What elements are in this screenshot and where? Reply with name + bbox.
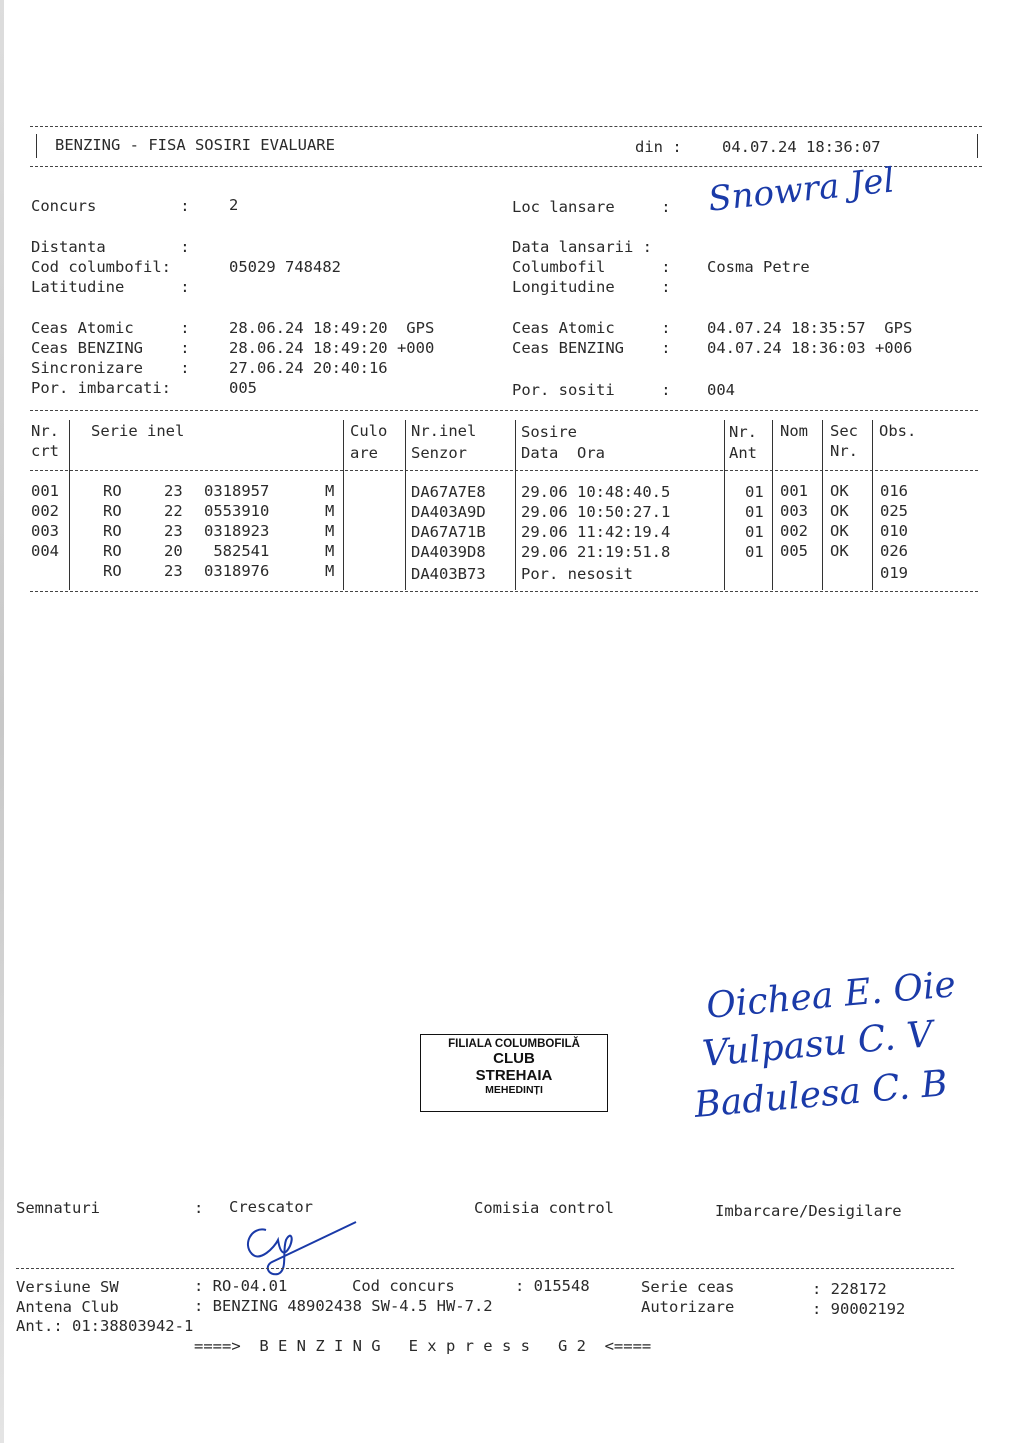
cell-sex: M xyxy=(325,502,335,520)
serie-ceas-value: : 228172 xyxy=(812,1280,887,1298)
concurs-value: 2 xyxy=(229,196,239,214)
autorizare-value: : 90002192 xyxy=(812,1300,906,1318)
sincronizare-value: 27.06.24 20:40:16 xyxy=(229,359,388,377)
cell-sosire: 29.06 21:19:51.8 xyxy=(521,543,671,561)
cell-ring: 0553910 xyxy=(204,502,270,520)
cell-crt: 001 xyxy=(31,482,59,500)
cell-obs: 025 xyxy=(880,502,908,520)
col-sep-3 xyxy=(405,420,406,590)
stamp-line-4: MEHEDINȚI xyxy=(485,1084,543,1096)
header-nom: Nom xyxy=(780,422,808,440)
header-sosire-1: Sosire xyxy=(521,423,577,441)
header-culoare-1: Culo xyxy=(350,422,388,440)
header-nr-inel-1: Nr.inel xyxy=(411,422,477,440)
brand-line: ====> B E N Z I N G E x p r e s s G 2 <==== xyxy=(194,1337,652,1355)
columbofil-label: Columbofil : xyxy=(512,258,671,276)
cell-ant: 01 xyxy=(745,523,764,541)
ceas-benzing-end-value: 04.07.24 18:36:03 +006 xyxy=(707,339,913,357)
report-datetime: 04.07.24 18:36:07 xyxy=(722,138,881,156)
versiune-label: Versiune SW xyxy=(16,1278,119,1296)
cod-columbofil-label: Cod columbofil: xyxy=(31,258,171,276)
col-sep-8 xyxy=(872,420,873,590)
cell-senzor: DA67A7E8 xyxy=(411,483,486,501)
club-stamp xyxy=(420,1034,608,1112)
col-sep-1 xyxy=(69,420,70,590)
sositi-label: Por. sositi : xyxy=(512,381,671,399)
cell-year: 23 xyxy=(164,562,183,580)
cod-concurs-label: Cod concurs xyxy=(352,1277,455,1295)
imbarcare-label: Imbarcare/Desigilare xyxy=(715,1202,902,1220)
ceas-benzing-start-value: 28.06.24 18:49:20 +000 xyxy=(229,339,435,357)
cod-concurs-value: : 015548 xyxy=(515,1277,590,1295)
cell-senzor: DA403B73 xyxy=(411,565,486,583)
col-sep-6 xyxy=(772,420,773,590)
col-sep-4 xyxy=(515,420,516,590)
comisia-label: Comisia control xyxy=(474,1199,614,1217)
cell-nom: 005 xyxy=(780,542,808,560)
cell-sosire: 29.06 10:50:27.1 xyxy=(521,503,671,521)
cell-obs: 019 xyxy=(880,564,908,582)
cell-sex: M xyxy=(325,542,335,560)
report-title: BENZING - FISA SOSIRI EVALUARE xyxy=(55,136,335,154)
cell-sex: M xyxy=(325,482,335,500)
handwritten-signature-1: Oichea E. Oie xyxy=(704,964,958,1027)
footer-top-border xyxy=(16,1268,954,1269)
header-nr-crt-1: Nr. xyxy=(31,422,59,440)
header-left-bar xyxy=(36,134,37,158)
cell-year: 20 xyxy=(164,542,183,560)
crescator-label: Crescator xyxy=(229,1198,313,1216)
semnaturi-label: Semnaturi xyxy=(16,1199,100,1217)
sincronizare-label: Sincronizare : xyxy=(31,359,190,377)
longitudine-label: Longitudine : xyxy=(512,278,671,296)
din-label: din : xyxy=(635,138,682,156)
header-top-border xyxy=(30,126,982,127)
cell-year: 23 xyxy=(164,522,183,540)
cell-ring: 0318923 xyxy=(204,522,270,540)
cell-sec: OK xyxy=(830,502,849,520)
cell-obs: 010 xyxy=(880,522,908,540)
serie-ceas-label: Serie ceas xyxy=(641,1278,735,1296)
header-sosire-2: Data Ora xyxy=(521,444,605,462)
cell-ant: 01 xyxy=(745,543,764,561)
col-sep-7 xyxy=(822,420,823,590)
concurs-label: Concurs : xyxy=(31,197,190,215)
semnaturi-colon: : xyxy=(194,1199,204,1217)
cell-country: RO xyxy=(103,542,122,560)
header-nr-ant-2: Ant xyxy=(729,444,757,462)
cell-ant: 01 xyxy=(745,503,764,521)
autorizare-label: Autorizare xyxy=(641,1298,735,1316)
loc-lansare-label: Loc lansare : xyxy=(512,198,671,216)
table-header-border xyxy=(30,470,978,471)
data-lansarii-label: Data lansarii : xyxy=(512,238,652,256)
distanta-label: Distanta : xyxy=(31,238,190,256)
stamp-line-3: STREHAIA xyxy=(475,1067,553,1084)
cell-sosire: Por. nesosit xyxy=(521,565,633,583)
cell-crt: 004 xyxy=(31,542,59,560)
antena-label: Antena Club xyxy=(16,1298,119,1316)
cell-ant: 01 xyxy=(745,483,764,501)
cell-sec: OK xyxy=(830,482,849,500)
cell-sosire: 29.06 10:48:40.5 xyxy=(521,483,671,501)
cell-senzor: DA67A71B xyxy=(411,523,486,541)
cell-country: RO xyxy=(103,482,122,500)
cell-ring: 582541 xyxy=(204,542,270,560)
cell-country: RO xyxy=(103,502,122,520)
imbarcati-value: 005 xyxy=(229,379,257,397)
ceas-benzing-start-label: Ceas BENZING : xyxy=(31,339,190,357)
columbofil-value: Cosma Petre xyxy=(707,258,810,276)
header-nr-ant-1: Nr. xyxy=(729,423,757,441)
cell-sosire: 29.06 11:42:19.4 xyxy=(521,523,671,541)
ceas-atomic-start-label: Ceas Atomic : xyxy=(31,319,190,337)
table-bottom-border xyxy=(30,591,978,592)
ceas-atomic-end-value: 04.07.24 18:35:57 GPS xyxy=(707,319,913,337)
cell-ring: 0318976 xyxy=(204,562,270,580)
cell-sec: OK xyxy=(830,522,849,540)
cod-columbofil-value: 05029 748482 xyxy=(229,258,341,276)
latitudine-label: Latitudine : xyxy=(31,278,190,296)
col-sep-5 xyxy=(724,420,725,590)
cell-nom: 001 xyxy=(780,482,808,500)
cell-nom: 003 xyxy=(780,502,808,520)
cell-year: 22 xyxy=(164,502,183,520)
handwritten-signature-3: Badulesa C. B xyxy=(692,1063,950,1126)
sositi-value: 004 xyxy=(707,381,735,399)
ant-line: Ant.: 01:38803942-1 xyxy=(16,1317,194,1335)
col-sep-2 xyxy=(343,420,344,590)
ceas-atomic-end-label: Ceas Atomic : xyxy=(512,319,671,337)
cell-senzor: DA4039D8 xyxy=(411,543,486,561)
cell-country: RO xyxy=(103,522,122,540)
ceas-benzing-end-label: Ceas BENZING : xyxy=(512,339,671,357)
header-right-bar xyxy=(977,134,978,158)
scan-edge xyxy=(0,0,4,1443)
crescator-signature xyxy=(238,1218,363,1278)
table-top-border xyxy=(30,410,978,411)
header-nr-crt-2: crt xyxy=(31,442,59,460)
cell-nom: 002 xyxy=(780,522,808,540)
cell-sex: M xyxy=(325,522,335,540)
antena-value: : BENZING 48902438 SW-4.5 HW-7.2 xyxy=(194,1297,493,1315)
imbarcati-label: Por. imbarcati: xyxy=(31,379,171,397)
handwritten-signature-2: Vulpasu C. V xyxy=(700,1014,935,1075)
cell-crt: 003 xyxy=(31,522,59,540)
stamp-line-1: FILIALA COLUMBOFILĂ xyxy=(448,1038,580,1050)
versiune-value: : RO-04.01 xyxy=(194,1277,288,1295)
stamp-line-2: CLUB xyxy=(493,1050,535,1067)
cell-sex: M xyxy=(325,562,335,580)
cell-crt: 002 xyxy=(31,502,59,520)
cell-senzor: DA403A9D xyxy=(411,503,486,521)
ceas-atomic-start-value: 28.06.24 18:49:20 GPS xyxy=(229,319,435,337)
cell-year: 23 xyxy=(164,482,183,500)
cell-obs: 026 xyxy=(880,542,908,560)
header-sec-1: Sec xyxy=(830,422,858,440)
cell-ring: 0318957 xyxy=(204,482,270,500)
header-obs: Obs. xyxy=(879,422,917,440)
cell-obs: 016 xyxy=(880,482,908,500)
header-sec-2: Nr. xyxy=(830,442,858,460)
header-nr-inel-2: Senzor xyxy=(411,444,467,462)
cell-sec: OK xyxy=(830,542,849,560)
cell-country: RO xyxy=(103,562,122,580)
header-culoare-2: are xyxy=(350,444,378,462)
loc-lansare-handwritten: Snowra Jel xyxy=(706,160,897,220)
header-serie-inel: Serie inel xyxy=(91,422,185,440)
